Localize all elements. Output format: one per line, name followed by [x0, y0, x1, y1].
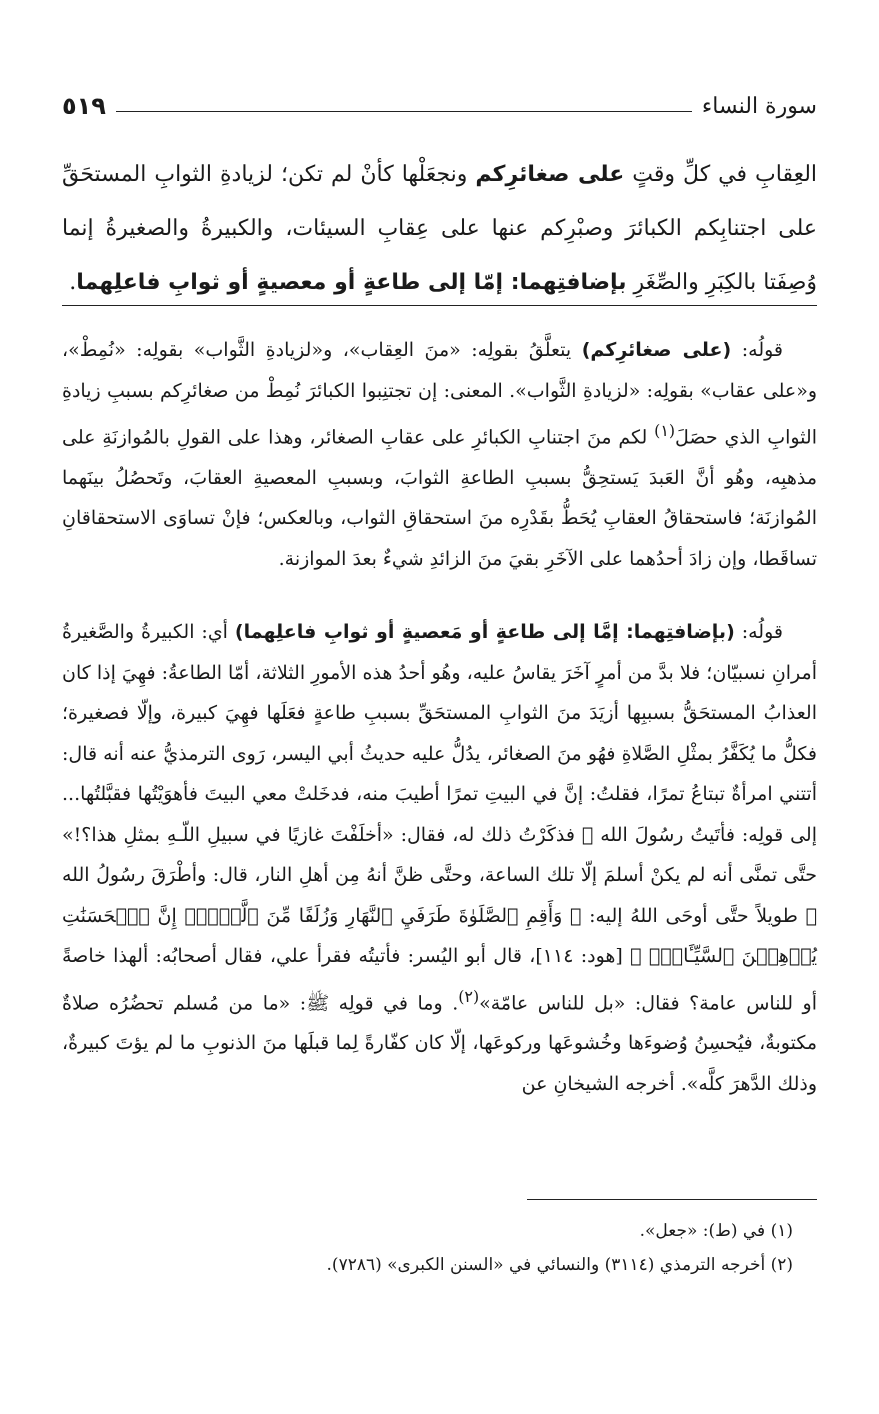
- commentary-quote: (بإضافتِهما: إمَّا إلى طاعةٍ أو مَعصيةٍ أو ثوابِ فاعلِهما): [234, 621, 735, 643]
- footnotes: [62, 1214, 817, 1282]
- commentary-text: أي: الكبيرةُ والصَّغيرةُ أمرانِ نسبيّان؛ فلا بدَّ من أمرٍ آخَرَ يقاسُ عليه، وهُو أحدُ هذه الأمورِ الثلاثة، أمّا الطاعةُ: فهِيَ إذا كان العذابُ المستحَقُّ بسببِها أزيَدَ منَ الثوابِ المستحَقِّ بسببِ طاعةٍ فعَلَها فهِيَ كبيرة، وإلّا فصغيرة؛ فكلُّ ما يُكَفَّرُ بمثْلِ الصَّلاةِ فهُو منَ الصغائر، يدُلُّ عليه حديثُ أبي اليسر، رَوى الترمذيُّ عنه أنه قال: أتتني امرأةٌ تبتاعُ تمرًا، فقلتُ: إنَّ في البيتِ تمرًا أطيبَ منه، فدخَلتْ معي البيتَ فأهوَيْتُها فقبَّلتُها... إلى قولِه: فأتَيتُ رسُولَ الله ﷺ فذكَرْتُ ذلك له، فقال: «أخلَفْتَ غازيًا في سبيلِ اللّـهِ بمثلِ هذا؟!» حتَّى تمنَّى أنه لم يكنْ أسلمَ إلّا تلك الساعة، وحتَّى ظنَّ أنهُ مِن أهلِ النار، قال: وأطْرَقَ رسُولُ الله ﷺ طويلاً حتَّى أوحَى اللهُ إليه: ﴿ وَأَقِمِ ٱلصَّلَوٰةَ طَرَفَيِ ٱلنَّهَارِ وَزُلَفًا مِّنَ ٱلَّيۡلِۚ إِنَّ ٱلۡحَسَنَٰتِ يُذۡهِبۡنَ ٱلسَّيِّـَٔاتِۚ ﴾ [هود: ١١٤]، قال أبو اليُسر: فأتيتُه فقرأ علي، فقال أصحابُه: ألهذا خاصةً أو للناس عامة؟ فقال: «بل للناس عامّة»: [62, 621, 817, 1014]
- main-text-part: العِقابِ في كلِّ وقتٍ: [624, 162, 818, 187]
- footnote-ref-1[interactable]: (١): [654, 421, 676, 440]
- main-text-bold: بإضافتِهما: إمّا إلى طاعةٍ أو معصيةٍ أو ثوابِ فاعلِهما: [76, 270, 627, 295]
- section-divider: [62, 305, 817, 306]
- main-text-part: .: [69, 270, 77, 295]
- footnote-1: (١) في (ط): «جعل».: [639, 1221, 793, 1241]
- surah-name: سورة النساء: [701, 94, 817, 119]
- main-text-part: ونجعَلْها كأنْ لم تكن؛ لزيادةِ الثوابِ المستحَقِّ على اجتنابِكم الكبائرَ وصبْرِكم عنها على عِقابِ السيئات، والكبيرةُ والصغيرةُ إنما وُصِفَتا بالكِبَرِ والصِّغَرِ: [62, 162, 817, 295]
- commentary-paragraph-2: [62, 612, 817, 1104]
- commentary-text: يتعلَّقُ بقولِه: «منَ العِقاب»، و«لزيادةِ الثَّواب» بقولِه: «نُمِطْ»، و«على عقاب» بقولِه: «لزيادةِ الثَّواب». المعنى: إن تجتنِبوا الكبائرَ نُمِطْ من صغائرِكم بسببِ زيادةِ الثوابِ الذي حصَلَ: [62, 339, 817, 449]
- header-rule: [116, 111, 692, 112]
- page-number: ٥١٩: [62, 92, 106, 120]
- commentary-text: . وما في قولِه ﷺ: «ما من مُسلم تحضُرُه صلاةٌ مكتوبةٌ، فيُحسِنُ وُضوءَها وخُشوعَها وركوعَها، إلّا كان كفّارةً لِما قبلَها منَ الذنوبِ ما لم يؤتَ كبيرةٌ، وذلك الدَّهرَ كلَّه». أخرجه الشيخانِ عن: [62, 991, 817, 1095]
- running-head: [62, 84, 817, 124]
- commentary-paragraph-1: [62, 330, 817, 579]
- commentary-text: لكم منَ اجتنابِ الكبائرِ على عقابِ الصغائر، وهذا على القولِ بالمُوازنَةِ على مذهبِه، وهُو أنَّ العَبدَ يَستحِقُّ بسببِ الطاعةِ الثوابَ، وبسببِ المعصيةِ العقابَ، وتَحصُلُ بينَهما المُوازنَة؛ فاستحقاقُ العقابِ يُحَطُّ بقَدْرِه منَ استحقاقِ الثواب، وبالعكس؛ فإنْ تساوَى الاستحقاقانِ تساقَطا، وإن زادَ أحدُهما على الآخَرِ بقيَ منَ الزائدِ شيءٌ بعدَ الموازنة.: [62, 426, 817, 570]
- footnote-divider: [527, 1199, 817, 1200]
- commentary-quote: (على صغائرِكم): [581, 339, 732, 361]
- footnote-ref-2[interactable]: (٢): [458, 986, 480, 1006]
- footnote-2: (٢) أخرجه الترمذي (٣١١٤) والنسائي في «السنن الكبرى» (٧٢٨٦).: [326, 1255, 793, 1275]
- commentary-lead: قولُه:: [734, 621, 783, 643]
- main-text: [62, 148, 817, 310]
- commentary-lead: قولُه:: [731, 339, 784, 361]
- main-text-bold: على صغائرِكم: [475, 162, 625, 187]
